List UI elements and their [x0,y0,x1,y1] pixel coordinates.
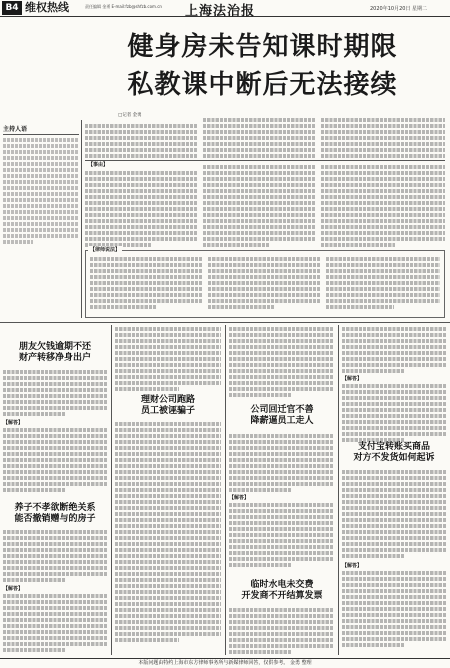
issue-date: 2020年10月20日 星期二 [370,6,428,12]
story-debt-body [3,368,107,416]
column-divider [111,325,112,655]
editor-line: 责任编辑 金勇 E-mail:fzb@shfzb.com.cn [85,4,162,9]
story-alipay-answer [342,569,446,647]
story-title-utilities: 临时水电未交费 开发商不开结算发票 [241,580,323,601]
newspaper-logo: 上海法治报 [185,4,256,19]
lawyer-label: 【律师说法】 [90,247,121,253]
column-divider [81,120,82,318]
story-title-alipay: 支付宝转账买商品 对方不发货如何起诉 [353,442,435,463]
lede-column-2 [203,116,315,158]
answer-label: 【解答】 [342,376,363,382]
story-debt-answer [3,426,107,492]
lede-column-1 [85,122,197,158]
story-adoption-answer [3,592,107,652]
lower-section-rule [0,322,450,323]
column-divider [338,325,339,655]
story-title-adoption: 养子不孝欲断绝关系 能否撤销赠与的房子 [14,503,96,524]
host-commentary-sidebar [3,124,79,244]
section-rule [85,160,445,161]
lede-column-3 [321,116,445,158]
story-finance-body [115,420,221,642]
masthead [0,0,450,17]
lawyer-column-2 [208,255,320,309]
headline-line-2: 私教课中断后无法接续 [127,70,398,100]
story-adoption-body [3,528,107,582]
column-divider [225,325,226,655]
facts-column-3 [321,163,445,247]
story-title-debt: 朋友欠钱逾期不还 财产转移净身出户 [18,342,91,363]
column2-top-text [115,325,221,391]
column4-top-text [342,325,446,373]
answer-label: 【解答】 [229,495,250,501]
section-name: 维权热线 [25,1,69,14]
main-headline [85,28,440,104]
story-salary-answer [229,501,334,567]
column3-top-text [229,325,334,397]
page-number: B4 [2,1,22,15]
story-title-salary: 公司回迁官不善 降薪逼员工走人 [250,405,314,426]
byline: □记者 金勇 [118,113,142,118]
page-footer: 本版问题由特约上海市东方律师事务所与新媒律师回答，仅供参考。 金勇 整理 [0,658,450,668]
sidebar-title: 主持人语 [3,124,79,135]
facts-column-1 [85,169,197,247]
answer-label: 【解答】 [342,563,363,569]
facts-label: 【事由】 [88,162,109,168]
answer-label: 【解答】 [3,586,24,592]
column4-answer [342,382,446,442]
answer-label: 【解答】 [3,420,24,426]
headline-line-1: 健身房未告知课时期限 [127,32,398,62]
story-alipay-body [342,468,446,558]
story-salary-body [229,432,334,492]
facts-column-2 [203,163,315,247]
sidebar-text [3,138,79,244]
story-utilities-body [229,606,334,654]
story-title-finance: 理财公司跑路 员工被诬骗子 [140,395,195,416]
lawyer-column-3 [326,255,440,309]
lawyer-column-1 [90,255,202,309]
